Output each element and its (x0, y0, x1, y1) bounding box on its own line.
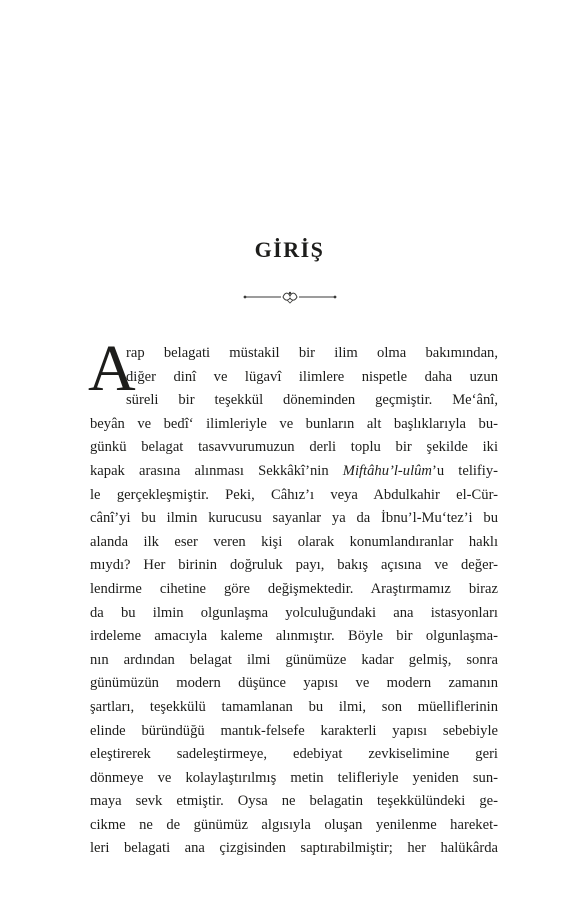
text-line: cânî’yi bu ilmin kurucusu sayanlar ya da İbnu’l-Mu‘tez’i bu (90, 510, 498, 527)
text-line: beyân ve bedî‘ ilimleriyle ve bunların alt başlıklarıyla bu- (90, 415, 498, 432)
text-line: şartları, teşekkülü tamamlanan bu ilmi, son müelliflerinin (90, 698, 498, 715)
text-line: eleştirerek sadeleştirmeye, edebiyat zevkiselimine geri (90, 746, 498, 763)
text-segment: kapak arasına alınması Sekkâkî’nin (90, 462, 343, 479)
book-title-italic: Miftâhu’l-ulûm (342, 462, 432, 479)
text-line: maya sevk etmiştir. Oysa ne belagatin teşekkülündeki ge- (90, 793, 498, 810)
text-line: süreli bir teşekkül döneminden geçmiştir. Me‘ânî, (126, 392, 498, 409)
text-line: elinde büründüğü mantık-felsefe karakterli yapısı sebebiyle (90, 722, 498, 739)
text-segment: ’u telifiy- (431, 462, 498, 479)
body-paragraph (90, 342, 498, 861)
ornament-divider-icon (243, 288, 337, 304)
text-line: cikme ne de günümüz algısıyla oluşan yenilenme hareket- (90, 816, 498, 833)
text-line: nın ardından belagat ilmi günümüze kadar gelmiş, sonra (90, 651, 498, 668)
text-line: diğer dinî ve lügavî ilimlere nispetle daha uzun (126, 368, 498, 385)
text-line: le gerçekleşmiştir. Peki, Câhız’ı veya Abdulkahir el-Cür- (90, 486, 498, 503)
text-line: alanda ilk eser veren kişi olarak konumlandıranlar haklı (90, 533, 498, 550)
text-line (90, 460, 498, 484)
text-line: günümüzün modern düşünce yapısı ve modern zamanın (90, 675, 498, 692)
text-line: günkü belagat tasavvurumuzun derli toplu bir şekilde iki (90, 439, 498, 456)
text-line: leri belagati ana çizgisinden saptırabilmiştir; her halükârda (90, 840, 498, 857)
text-line: irdeleme amacıyla kaleme alınmıştır. Böyle bir olgunlaşma- (90, 628, 498, 645)
chapter-title: GİRİŞ (254, 237, 325, 262)
text-line: rap belagati müstakil bir ilim olma bakımından, (126, 345, 498, 361)
drop-cap: A (88, 332, 136, 405)
text-line: dönmeye ve kolaylaştırılmış metin telifleriyle yeniden sun- (90, 769, 498, 786)
text-line: da bu ilmin olgunlaşma yolculuğundaki ana istasyonları (90, 604, 498, 621)
text-line: lendirme cihetine göre değişmektedir. Araştırmamız biraz (90, 580, 498, 597)
text-line: mıydı? Her birinin doğruluk payı, bakış açısına ve değer- (90, 557, 498, 574)
